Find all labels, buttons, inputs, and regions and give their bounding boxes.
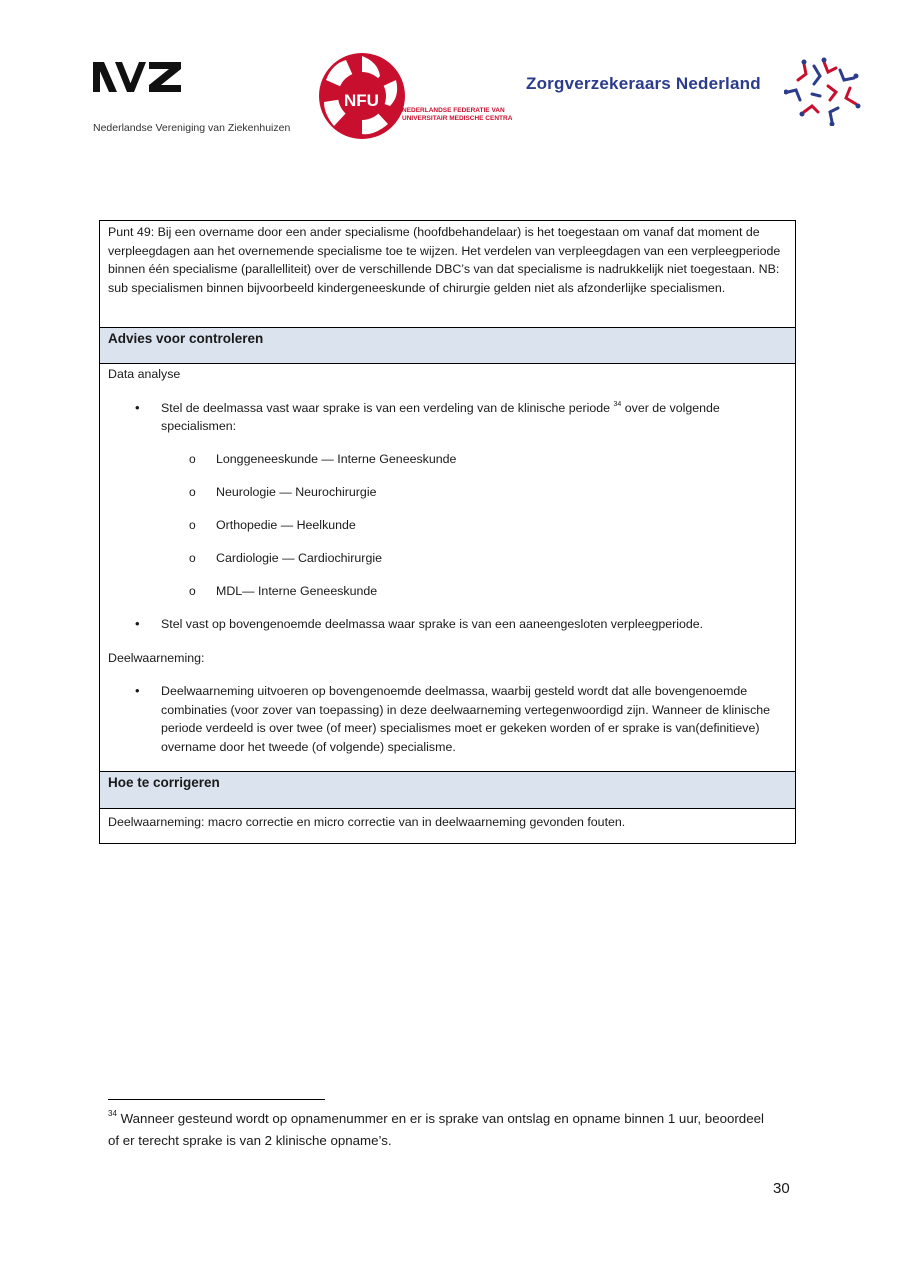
audit-table [99,220,796,844]
correction-cell [100,809,795,843]
data-analysis-label: Data analyse [108,367,181,381]
specialism-pairs [108,450,787,601]
nfu-logo-text: NFU [344,91,379,110]
pair-item: o Cardiologie — Cardiochirurgie [108,549,787,568]
correct-heading-cell [100,772,795,809]
nfu-subtitle-line2: UNIVERSITAIR MEDISCHE CENTRA [402,115,513,122]
nvz-logo-mark [93,60,185,94]
correction-text: Deelwaarneming: macro correctie en micro correctie van in deelwaarneming gevonden fouten. [108,815,626,829]
sampling-label: Deelwaarneming: [108,650,205,665]
correct-heading: Hoe te corrigeren [108,775,220,790]
footnote-number: 34 [108,1109,117,1118]
advice-heading-cell [100,328,795,364]
analysis-bullets [108,399,787,634]
pair-item: o MDL— Interne Geneeskunde [108,582,787,601]
intro-cell [100,221,795,328]
footnote [108,1108,768,1152]
advice-content-cell [100,364,795,772]
nfu-subtitle-line1: NEDERLANDSE FEDERATIE VAN [402,107,505,114]
bullet-perform-sampling: • Deelwaarneming uitvoeren op bovengenoemde deelmassa, waarbij gesteld wordt dat alle bovengenoemde combinaties (voor zover van toepassing) in deze deelwaarneming vertegenwoordigd zijn. Wanneer de klinische periode verdeeld is over twee (of meer) specialismes moet er gekeken worden of er sprake is van(definitieve) overname door het tweede (of volgende) specialisme. [108,682,787,756]
footnote-divider [108,1099,325,1100]
pair-item: o Orthopedie — Heelkunde [108,516,787,535]
bullet-continuous-period: • Stel vast op bovengenoemde deelmassa waar sprake is van een aaneengesloten verpleegperiode. [108,615,787,634]
intro-text: Punt 49: Bij een overname door een ander specialisme (hoofdbehandelaar) is het toegestaan om vanaf dat moment de verpleegdagen aan het overnemende specialisme toe te wijzen. Het verdelen van verpleegdagen van een verpleegperiode binnen één specialisme (parallelliteit) over de verschillende DBC’s van dat specialisme is nadrukkelijk niet toegestaan. NB: sub specialismen binnen bijvoorbeeld kindergeneeskunde of chirurgie gelden niet als afzonderlijke specialismen. [108,225,781,295]
nvz-logo [93,60,323,140]
advice-heading: Advies voor controleren [108,331,264,346]
nfu-swirl-emblem [318,50,408,142]
bullet-select-subset: • Stel de deelmassa vast waar sprake is van een verdeling van de klinische periode $^{34}$ over de volgende specialismen: o Longgeneeskunde — Interne Geneeskunde o Neurologie — Neurochirurgie o Orthopedie — Heelkunde o Cardiologie — Cardiochirurgie o MDL— Interne Geneeskunde [108,399,787,601]
page-number: 30 [773,1180,790,1197]
nvz-subtitle: Nederlandse Vereniging van Ziekenhuizen [93,122,291,134]
pair-item: o Neurologie — Neurochirurgie [108,483,787,502]
footnote-text: Wanneer gesteund wordt op opnamenummer en er is sprake van ontslag en opname binnen 1 uur, beoordeel of er terecht sprake is van 2 klinische opname’s. [108,1111,764,1148]
footnote-ref: 34 [613,400,622,408]
zn-title: Zorgverzekeraars Nederland [526,74,761,93]
zn-logo [526,56,866,126]
sampling-bullets [108,682,787,756]
zn-figures-emblem [784,56,864,126]
nfu-logo [318,50,523,145]
pair-item: o Longgeneeskunde — Interne Geneeskunde [108,450,787,469]
